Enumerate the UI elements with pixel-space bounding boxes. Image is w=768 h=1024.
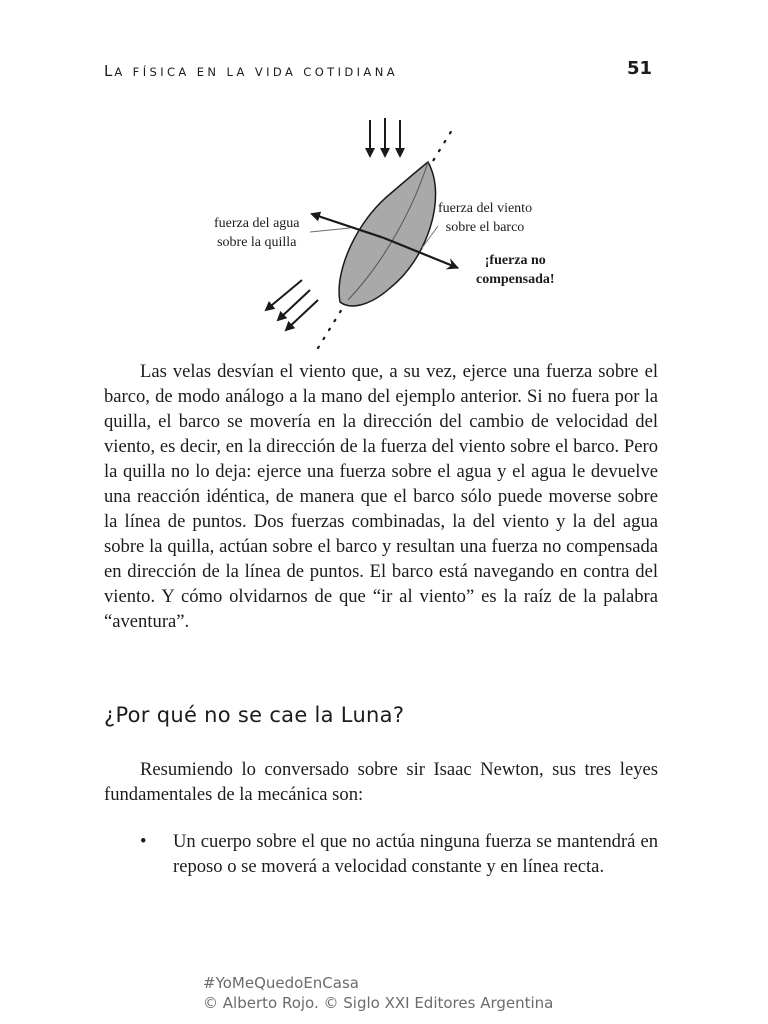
running-head-title: A FÍSICA EN LA VIDA COTIDIANA (114, 65, 398, 79)
list-item (104, 829, 658, 879)
leader-line-water (310, 228, 350, 232)
label-wind-force-line1: fuerza del viento (438, 201, 533, 216)
paragraph-sailing: Las velas desvían el viento que, a su vez, ejerce una fuerza sobre el barco, de modo análogo a la mano del ejemplo anterior. Si no fuera por la quilla, el barco se movería en la dirección del cambio de velocidad del viento, es decir, en la dirección de la fuerza del viento sobre el barco. Pero la quilla no lo deja: ejerce una fuerza sobre el agua y el agua le devuelve una reacción idéntica, de manera que el barco sólo puede moverse sobre la línea de puntos. Dos fuerzas combinadas, la del viento y la del agua sobre la quilla, actúan sobre el barco y resultan una fuerza no compensada en dirección de la línea de puntos. El barco está navegando en contra del viento. Y cómo olvidarnos de que “ir al viento” es la raíz de la palabra “aventura”. (104, 361, 658, 632)
running-head-initial: L (104, 62, 115, 80)
section-title: ¿Por qué no se cae la Luna? (104, 703, 405, 727)
bullet-mark: • (140, 831, 147, 852)
bullet-text: Un cuerpo sobre el que no actúa ninguna fuerza se mantendrá en reposo o se moverá a velocidad constante y en línea recta. (173, 831, 658, 877)
footer-copyright: © Alberto Rojo. © Siglo XXI Editores Argentina (203, 994, 554, 1012)
boat-hull-shape (339, 162, 435, 306)
running-head (104, 62, 398, 80)
label-water-force-line1: fuerza del agua (214, 216, 300, 231)
label-net-force-line1: ¡fuerza no (484, 253, 546, 268)
label-wind-force-line2: sobre el barco (445, 220, 525, 235)
label-net-force (476, 251, 555, 289)
label-water-force (214, 214, 300, 252)
label-wind-force (438, 199, 532, 237)
label-net-force-line2: compensada! (476, 272, 555, 287)
label-water-force-line2: sobre la quilla (217, 235, 297, 250)
wind-arrows-top (370, 118, 400, 156)
footer-hashtag: #YoMeQuedoEnCasa (203, 974, 359, 992)
sailboat-force-diagram (190, 110, 590, 360)
footer-credits (203, 973, 553, 1013)
wind-arrows-deflected (266, 280, 318, 330)
paragraph-newton-intro: Resumiendo lo conversado sobre sir Isaac Newton, sus tres leyes fundamentales de la mecánica son: (104, 759, 658, 805)
page-number: 51 (626, 58, 652, 79)
